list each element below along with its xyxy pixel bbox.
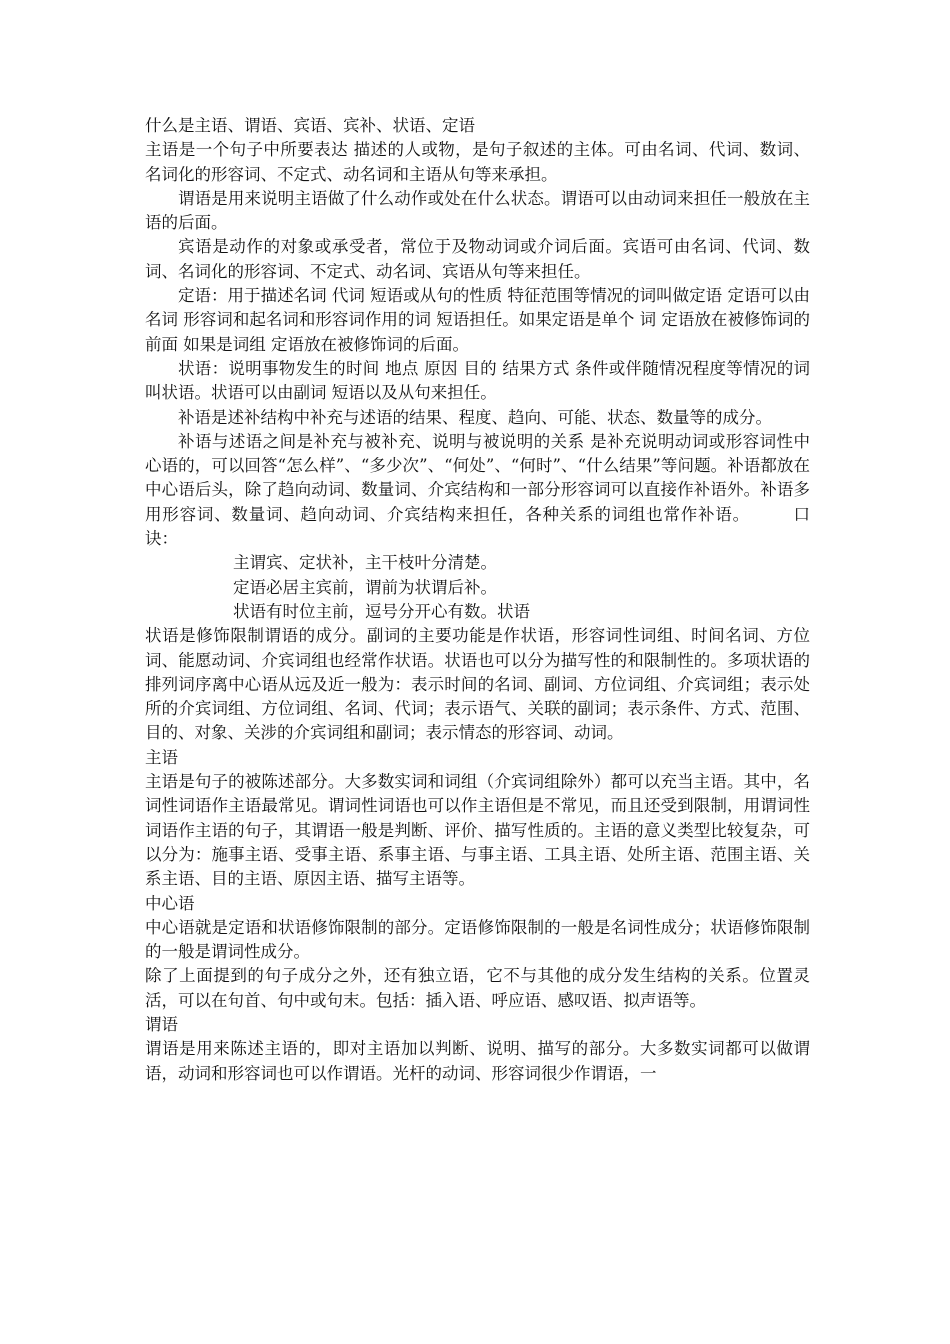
paragraph-independent-element: 除了上面提到的句子成分之外，还有独立语，它不与其他的成分发生结构的关系。位置灵活，可以在句首、句中或句末。包括：插入语、呼应语、感叹语、拟声语等。 [145,966,810,1010]
paragraph-predicate-definition: 谓语是用来说明主语做了什么动作或处在什么状态。谓语可以由动词来担任一般放在主语的后面。 [145,188,810,233]
paragraph-adverbial-definition: 状语：说明事物发生的时间 地点 原因 目的 结果方式 条件或伴随情况程度等情况的词叫状语。状语可以由副词 短语以及从句来担任。 [145,358,810,403]
paragraph-attributive-definition: 定语：用于描述名词 代词 短语或从句的性质 特征范围等情况的词叫做定语 定语可以由名词 形容词和起名词和形容词作用的词 短语担任。如果定语是单个 词 定语放在被修饰词的前面 如果是词组 定语放在被修饰词的后面。 [145,286,810,354]
paragraph-complement-detail: 补语与述语之间是补充与被补充、说明与被说明的关系 是补充说明动词或形容词性中心语的，可以回答“怎么样”、“多少次”、“何处”、“何时”、“什么结果”等问题。补语都放在中心语后头，除了趋向动词、数量词、介宾结构和一部分形容词可以直接作补语外。补语多用形容词、数量词、趋向动词、介宾结构来担任，各种关系的词组也常作补语。 口诀： [145,431,810,549]
document-title: 什么是主语、谓语、宾语、宾补、状语、定语 [145,116,475,135]
paragraph-subject-extended: 主语是句子的被陈述部分。大多数实词和词组（介宾词组除外）都可以充当主语。其中，名词性词语作主语最常见。谓词性词语也可以作主语但是不常见，而且还受到限制，用谓词性词语作主语的句子，其谓语一般是判断、评价、描写性质的。主语的意义类型比较复杂，可以分为：施事主语、受事主语、系事主语、与事主语、工具主语、处所主语、范围主语、关系主语、目的主语、原因主语、描写主语等。 [145,772,810,889]
paragraph-head-word: 中心语就是定语和状语修饰限制的部分。定语修饰限制的一般是名词性成分；状语修饰限制的一般是谓词性成分。 [145,917,810,962]
rhyme-line: 定语必居主宾前，谓前为状谓后补。 [233,577,497,597]
paragraph-object-definition: 宾语是动作的对象或承受者，常位于及物动词或介词后面。宾语可由名词、代词、数词、名词化的形容词、不定式、动名词、宾语从句等来担任。 [145,237,810,281]
document-page [145,114,810,1086]
rhyme-line: 状语有时位主前，逗号分开心有数。状语 [233,601,530,621]
paragraph-adverbial-extended: 状语是修饰限制谓语的成分。副词的主要功能是作状语，形容词性词组、时间名词、方位词、能愿动词、介宾词组也经常作状语。状语也可以分为描写性的和限制性的。多项状语的排列词序离中心语从远及近一般为：表示时间的名词、副词、方位词组、介宾词组；表示处所的介宾词组、方位词组、名词、代词；表示语气、关联的副词；表示条件、方式、范围、目的、对象、关涉的介宾词组和副词；表示情态的形容词、动词。 [145,626,810,743]
paragraph-predicate-extended: 谓语是用来陈述主语的，即对主语加以判断、说明、描写的部分。大多数实词都可以做谓语，动词和形容词也可以作谓语。光杆的动词、形容词很少作谓语，一 [145,1039,810,1083]
paragraph-complement-definition: 补语是述补结构中补充与述语的结果、程度、趋向、可能、状态、数量等的成分。 [178,407,772,427]
section-heading-predicate: 谓语 [145,1014,178,1034]
paragraph-subject-definition: 主语是一个句子中所要表达 描述的人或物，是句子叙述的主体。可由名词、代词、数词、名词化的形容词、不定式、动名词和主语从句等来承担。 [145,140,810,184]
section-heading-subject: 主语 [145,747,178,767]
rhyme-line: 主谓宾、定状补，主干枝叶分清楚。 [233,553,497,573]
section-heading-head-word: 中心语 [145,893,195,913]
